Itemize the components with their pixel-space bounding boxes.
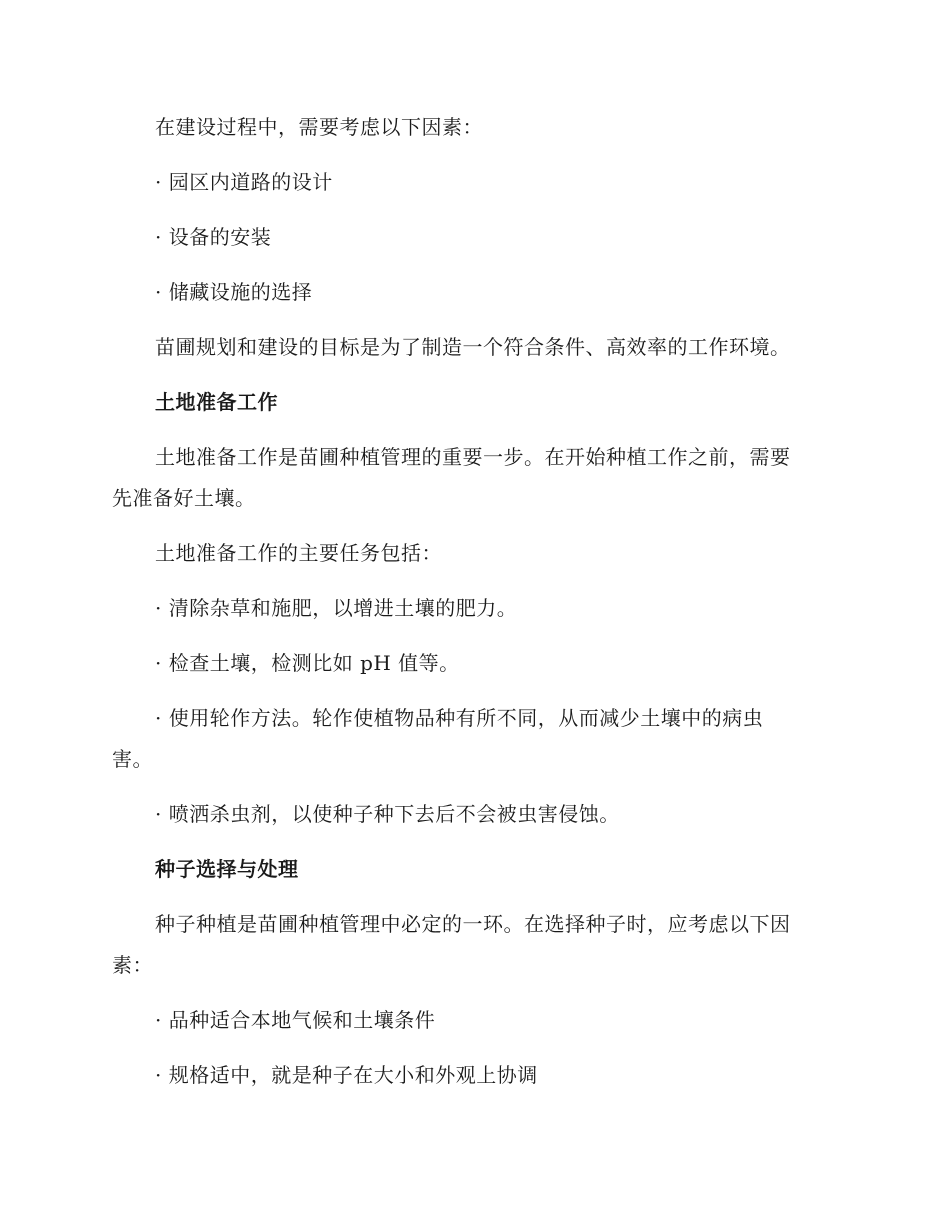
paragraph-seed-line2: 素： [112, 953, 153, 977]
paragraph-land-prep-line1: 土地准备工作是苗圃种植管理的重要一步。在开始种植工作之前，需要 [155, 445, 791, 469]
paragraph-seed-line1: 种子种植是苗圃种植管理中必定的一环。在选择种子时，应考虑以下因 [155, 912, 791, 936]
bullet-item-storage: · 储藏设施的选择 [155, 280, 313, 304]
paragraph-tasks: 土地准备工作的主要任务包括： [155, 541, 442, 565]
paragraph-land-prep-line2: 先准备好土壤。 [112, 486, 256, 510]
bullet-item-road-design: · 园区内道路的设计 [155, 170, 333, 194]
bullet-item-rotation-line2: 害。 [112, 747, 153, 771]
bullet-item-soil-check: · 检查土壤，检测比如 pH 值等。 [155, 651, 460, 675]
section-heading-seed: 种子选择与处理 [155, 857, 299, 881]
bullet-item-size: · 规格适中，就是种子在大小和外观上协调 [155, 1063, 538, 1087]
bullet-item-equipment: · 设备的安装 [155, 225, 272, 249]
paragraph-intro: 在建设过程中，需要考虑以下因素： [155, 115, 483, 139]
paragraph-goal: 苗圃规划和建设的目标是为了制造一个符合条件、高效率的工作环境。 [155, 335, 791, 359]
section-heading-land-prep: 土地准备工作 [155, 390, 278, 414]
bullet-item-pesticide: · 喷洒杀虫剂，以使种子种下去后不会被虫害侵蚀。 [155, 802, 620, 826]
bullet-item-rotation-line1: · 使用轮作方法。轮作使植物品种有所不同，从而减少土壤中的病虫 [155, 706, 764, 730]
bullet-item-weeding: · 清除杂草和施肥，以增进土壤的肥力。 [155, 596, 518, 620]
bullet-item-variety: · 品种适合本地气候和土壤条件 [155, 1008, 436, 1032]
